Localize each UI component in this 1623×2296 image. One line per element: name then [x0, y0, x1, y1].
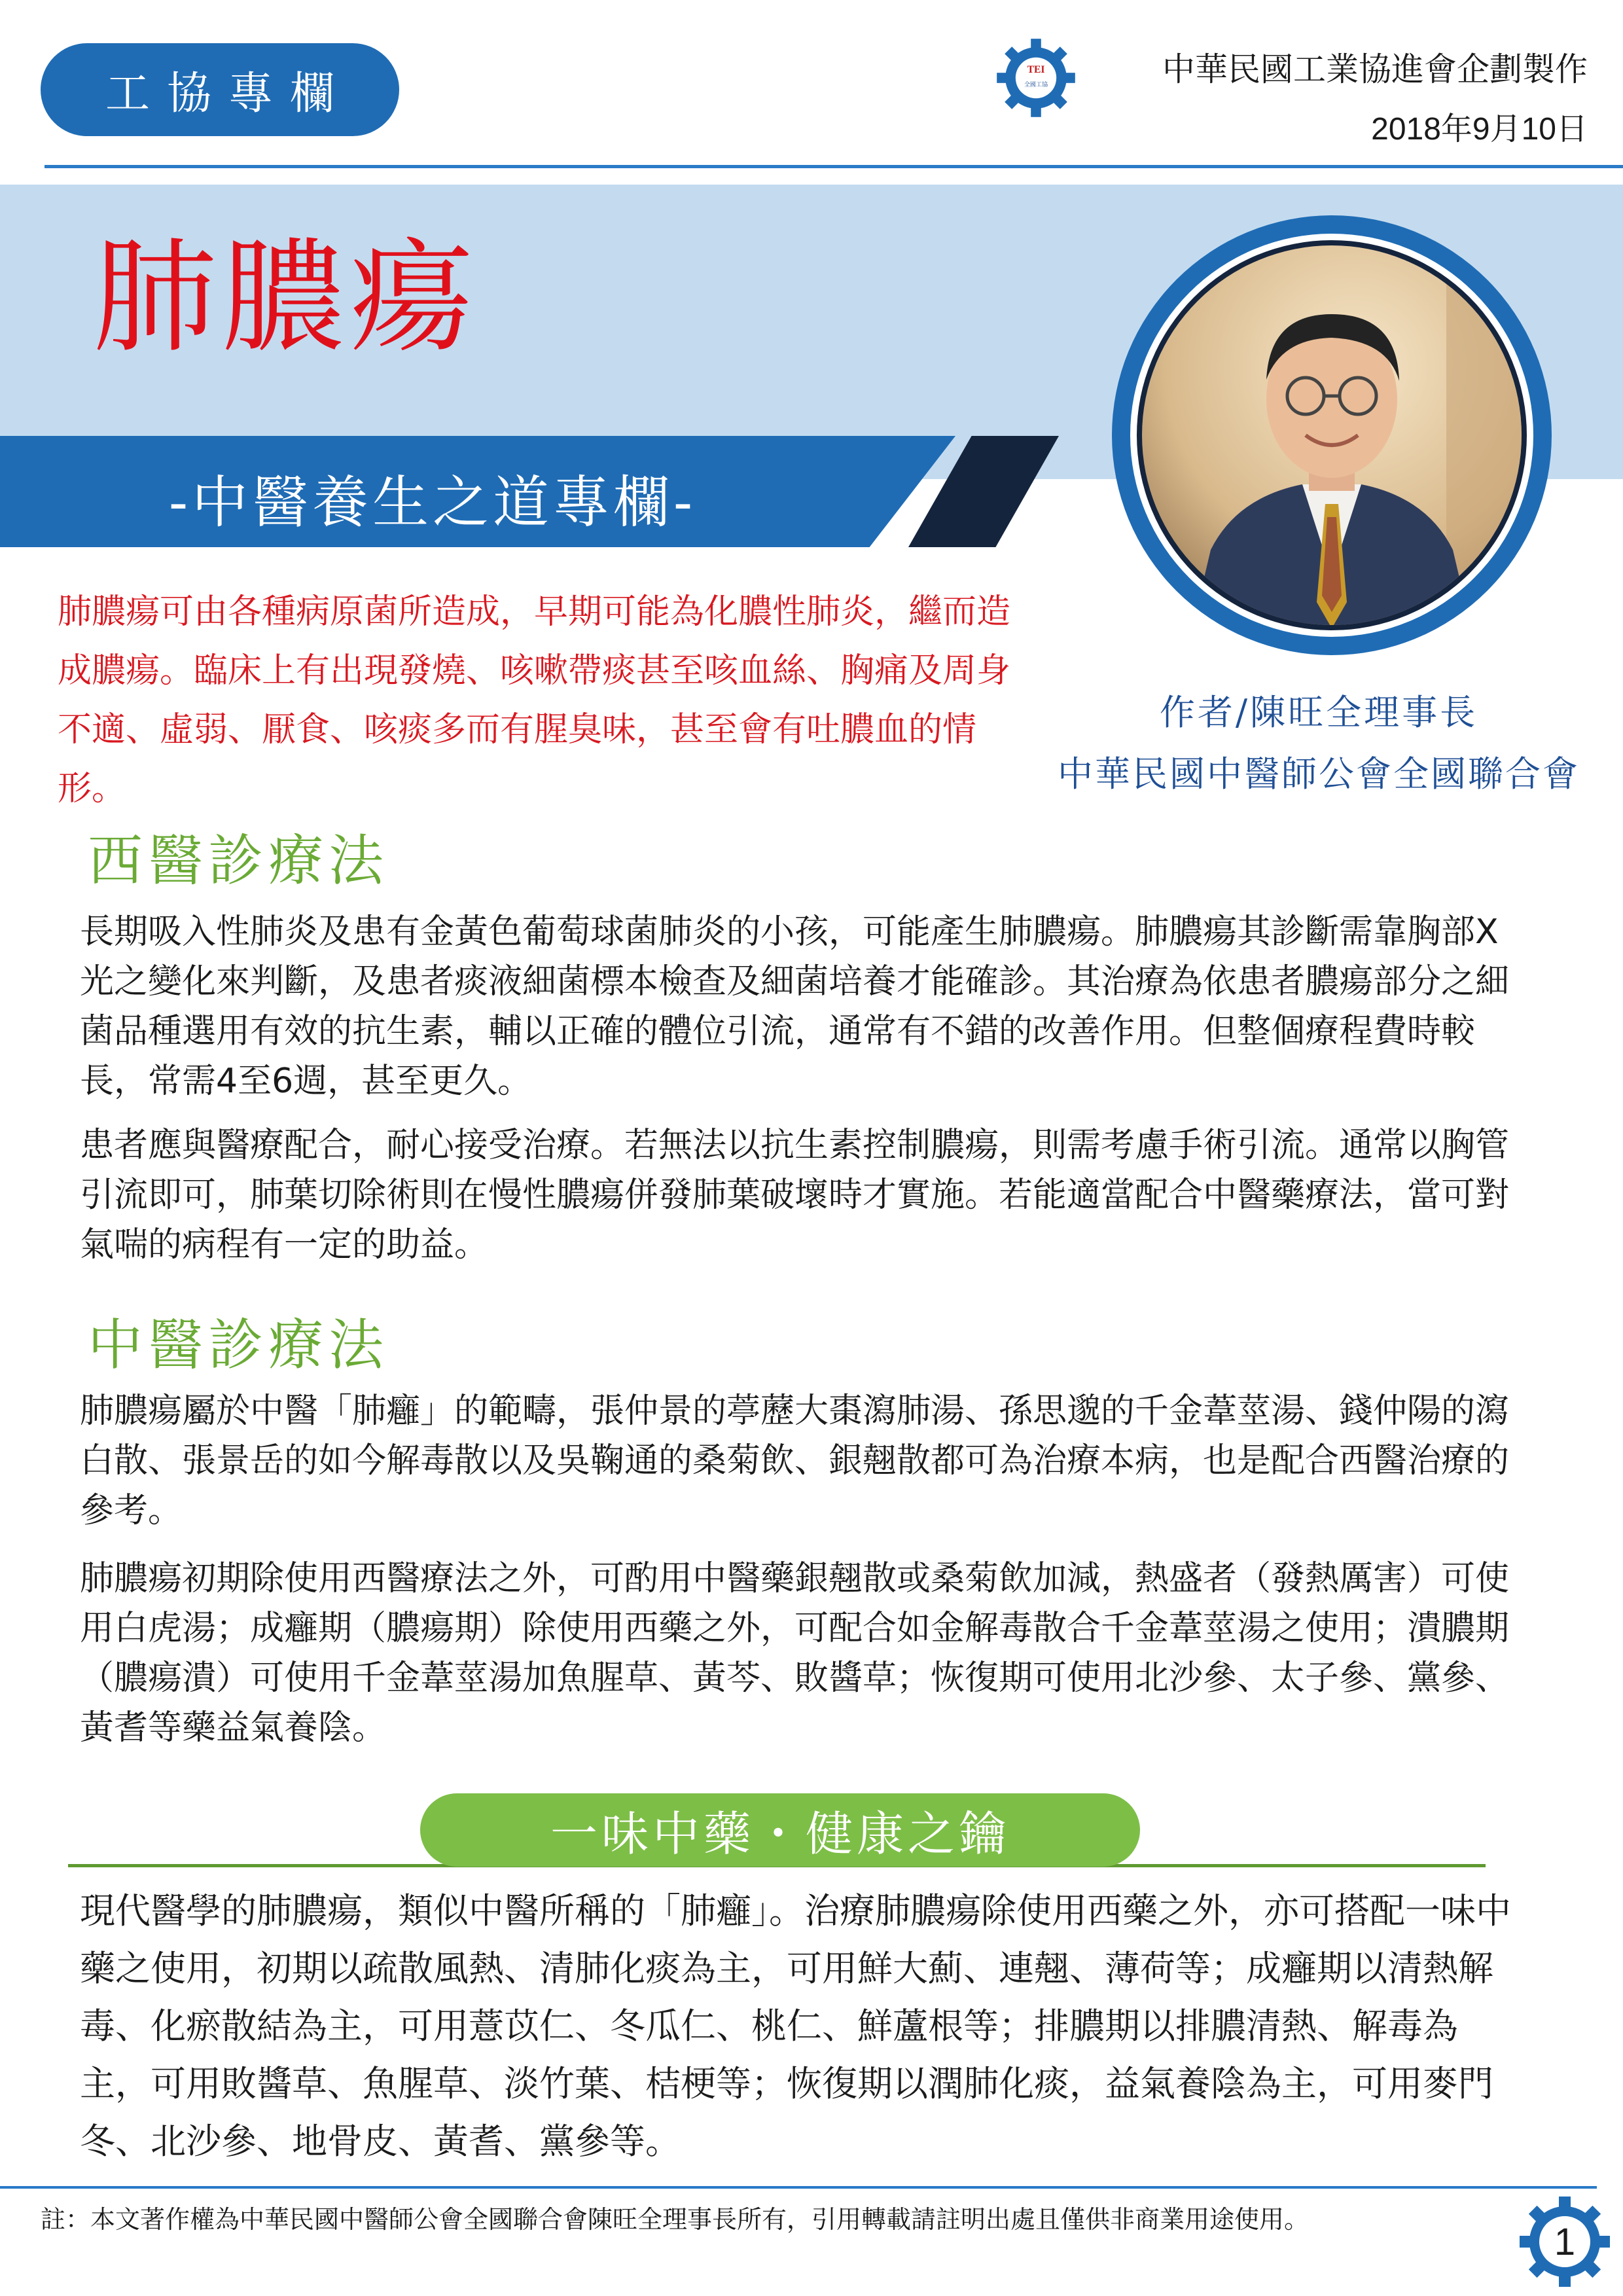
intro-summary: 肺膿瘍可由各種病原菌所造成，早期可能為化膿性肺炎，繼而造成膿瘍。臨床上有出現發燒、咳嗽帶痰甚至咳血絲、胸痛及周身不適、虛弱、厭食、咳痰多而有腥臭味，甚至會有吐膿血的情形。 [58, 592, 1011, 808]
author-portrait [1106, 209, 1558, 661]
section-heading-chinese: 中醫診療法 [88, 1313, 389, 1377]
publish-date: 2018年9月10日 [1371, 112, 1588, 147]
paragraph-western-1: 長期吸入性肺炎及患有金黃色葡萄球菌肺炎的小孩，可能產生肺膿瘍。肺膿瘍其診斷需靠胸部X光之變化來判斷，及患者痰液細菌標本檢查及細菌培養才能確診。其治療為依患者膿瘍部分之細菌品種選用有效的抗生素，輔以正確的體位引流，通常有不錯的改善作用。但整個療程費時較長，常需4至6週，甚至更久。 [80, 912, 1510, 1101]
herb-heading: 一味中藥・健康之鑰 [420, 1793, 1140, 1867]
author-organization: 中華民國中醫師公會全國聯合會 [1058, 753, 1580, 795]
column-tag: 工協專欄 [41, 43, 399, 136]
page-number: 1 [1554, 2220, 1576, 2263]
paragraph-chinese-1: 肺膿瘍屬於中醫「肺癰」的範疇，張仲景的葶藶大棗瀉肺湯、孫思邈的千金葦莖湯、錢仲陽的瀉白散、張景岳的如今解毒散以及吳鞠通的桑菊飲、銀翹散都可為治療本病，也是配合西醫治療的參考。 [80, 1391, 1510, 1530]
svg-text:全國工協: 全國工協 [1024, 82, 1048, 88]
paragraph-western-2: 患者應與醫療配合，耐心接受治療。若無法以抗生素控制膿瘍，則需考慮手術引流。通常以胸管引流即可，肺葉切除術則在慢性膿瘍併發肺葉破壞時才實施。若能適當配合中醫藥療法，當可對氣喘的病程有一定的助益。 [80, 1126, 1510, 1265]
herb-paragraph: 現代醫學的肺膿瘍，類似中醫所稱的「肺癰」。治療肺膿瘍除使用西藥之外，亦可搭配一味中藥之使用，初期以疏散風熱、清肺化痰為主，可用鮮大薊、連翹、薄荷等；成癰期以清熱解毒、化瘀散結為主，可用薏苡仁、冬瓜仁、桃仁、鮮蘆根等；排膿期以排膿清熱、解毒為主，可用敗醬草、魚腥草、淡竹葉、桔梗等；恢復期以潤肺化痰，益氣養陰為主，可用麥門冬、北沙參、地骨皮、黃耆、黨參等。 [80, 1890, 1511, 2162]
svg-text:TEI: TEI [1027, 64, 1045, 76]
column-subtitle: -中醫養生之道專欄- [169, 470, 697, 535]
footer-divider [0, 2186, 1597, 2189]
header-divider [45, 165, 1623, 168]
organization-name: 中華民國工業協進會企劃製作 [1162, 50, 1588, 88]
paragraph-chinese-2: 肺膿瘍初期除使用西醫療法之外，可酌用中醫藥銀翹散或桑菊飲加減，熱盛者（發熱厲害）可使用白虎湯；成癰期（膿瘍期）除使用西藥之外，可配合如金解毒散合千金葦莖湯之使用；潰膿期（膿瘍潰）可使用千金葦莖湯加魚腥草、黃芩、敗醬草；恢復期可使用北沙參、太子參、黨參、黃耆等藥益氣養陰。 [80, 1559, 1510, 1748]
copyright-note: 註：本文著作權為中華民國中醫師公會全國聯合會陳旺全理事長所有，引用轉載請註明出處且僅供非商業用途使用。 [41, 2205, 1310, 2234]
author-name: 作者/陳旺全理事長 [1159, 692, 1478, 733]
article-title: 肺膿瘍 [93, 226, 478, 370]
section-heading-western: 西醫診療法 [88, 829, 389, 893]
gear-logo-icon [993, 35, 1079, 120]
